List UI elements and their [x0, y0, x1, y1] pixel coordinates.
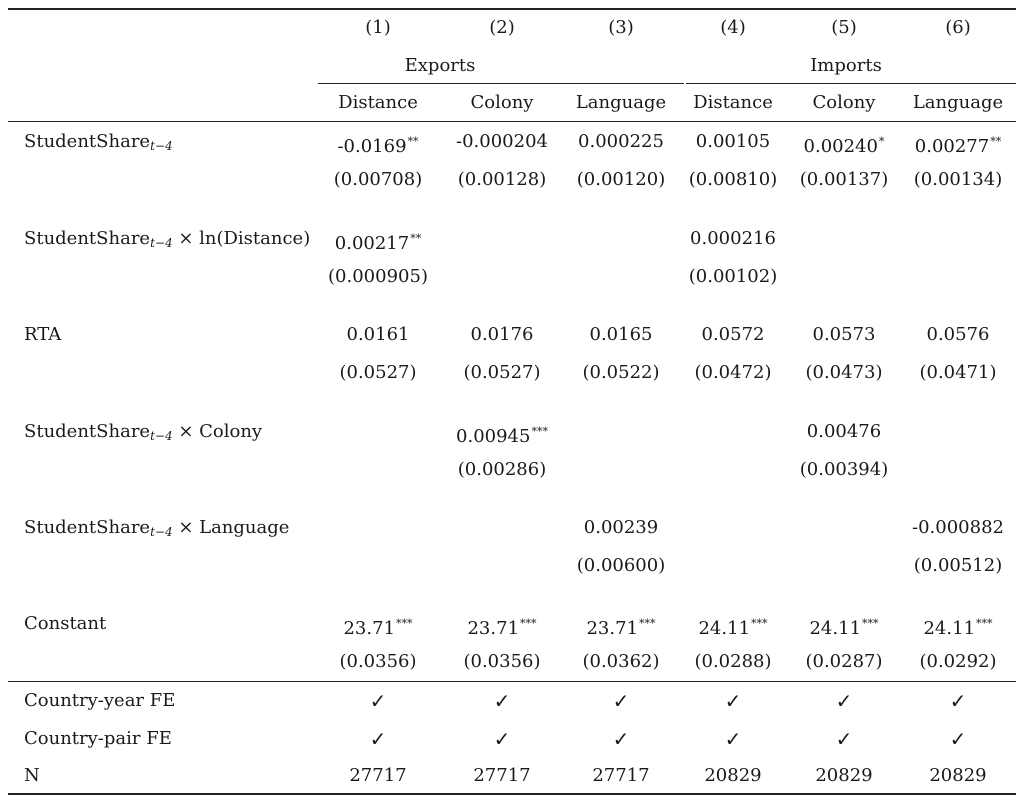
coefficient-cell: [318, 131, 438, 158]
significance-stars: ***: [976, 617, 993, 630]
footer-label: Country-year FE: [24, 690, 176, 711]
footer-label: Country-pair FE: [24, 728, 172, 749]
checkmark-icon: ✓: [612, 727, 630, 751]
significance-stars: **: [990, 135, 1002, 148]
coefficient-cell: [561, 324, 681, 346]
coefficient-cell: [561, 131, 681, 153]
row-label-suffix: × ln(Distance): [172, 228, 311, 249]
significance-stars: ***: [639, 617, 656, 630]
standard-error-cell: (0.00134): [913, 169, 1003, 190]
column-number: (5): [831, 17, 857, 38]
row-label: [24, 228, 310, 254]
coefficient-value: 0.00217: [334, 233, 410, 254]
significance-stars: ***: [520, 617, 537, 630]
significance-stars: ***: [751, 617, 768, 630]
coefficient-cell: [673, 228, 793, 250]
coefficient-value: 0.0176: [470, 324, 534, 345]
coefficient-value: 0.00240: [803, 136, 878, 157]
coefficient-value: 23.71: [343, 618, 396, 639]
coefficient-cell: [318, 613, 438, 640]
column-number: (6): [945, 17, 971, 38]
column-name: Colony: [812, 92, 876, 113]
coefficient-cell: [784, 131, 904, 158]
coefficient-value: 23.71: [586, 618, 639, 639]
coefficient-value: 0.00476: [806, 421, 882, 442]
group-header-exports: Exports: [404, 55, 476, 76]
coefficient-cell: [318, 228, 438, 255]
coefficient-cell: [673, 131, 793, 153]
significance-stars: **: [410, 232, 422, 245]
coefficient-value: 0.0165: [589, 324, 653, 345]
coefficient-value: 0.00105: [695, 131, 771, 152]
standard-error-cell: (0.000905): [328, 266, 428, 287]
checkmark-icon: ✓: [835, 727, 853, 751]
coefficient-cell: [898, 324, 1018, 346]
standard-error-cell: (0.0356): [339, 651, 417, 672]
standard-error-cell: (0.0522): [582, 362, 660, 383]
coefficient-cell: [673, 613, 793, 640]
standard-error-cell: (0.0362): [582, 651, 660, 672]
standard-error-cell: (0.00708): [333, 169, 423, 190]
coefficient-cell: [898, 131, 1018, 158]
row-label: [24, 517, 289, 543]
standard-error-cell: (0.00137): [799, 169, 889, 190]
column-number: (3): [608, 17, 634, 38]
coefficient-value: 0.00277: [914, 136, 990, 157]
top-rule: [8, 8, 1016, 10]
standard-error-cell: (0.0292): [919, 651, 997, 672]
row-label-main: StudentShare: [24, 131, 151, 152]
standard-error-cell: (0.00128): [457, 169, 547, 190]
column-number: (2): [489, 17, 515, 38]
coefficient-value: 0.0576: [926, 324, 990, 345]
standard-error-cell: (0.0288): [694, 651, 772, 672]
row-label-main: StudentShare: [24, 421, 151, 442]
coefficient-cell: [898, 613, 1018, 640]
row-label: [24, 131, 173, 157]
coefficient-cell: [784, 421, 904, 443]
coefficient-cell: [673, 324, 793, 346]
standard-error-cell: (0.0527): [339, 362, 417, 383]
checkmark-icon: ✓: [612, 689, 630, 713]
bottom-rule: [8, 793, 1016, 795]
row-label-subscript: t−4: [150, 429, 173, 443]
standard-error-cell: (0.0527): [463, 362, 541, 383]
checkmark-icon: ✓: [493, 689, 511, 713]
coefficient-value: 24.11: [698, 618, 751, 639]
significance-stars: ***: [396, 617, 413, 630]
standard-error-cell: (0.00286): [457, 459, 547, 480]
significance-stars: **: [407, 135, 419, 148]
standard-error-cell: (0.00394): [799, 459, 889, 480]
coefficient-cell: [784, 613, 904, 640]
coefficient-value: -0.0169: [337, 136, 407, 157]
significance-stars: ***: [531, 425, 548, 438]
standard-error-cell: (0.0472): [694, 362, 772, 383]
column-name: Distance: [338, 92, 418, 113]
exports-cmidrule: [318, 83, 684, 84]
row-label-subscript: t−4: [150, 525, 173, 539]
checkmark-icon: ✓: [724, 689, 742, 713]
checkmark-icon: ✓: [493, 727, 511, 751]
standard-error-cell: (0.0471): [919, 362, 997, 383]
coefficient-value: 0.0161: [346, 324, 410, 345]
row-label: [24, 324, 61, 346]
group-header-imports: Imports: [810, 55, 882, 76]
standard-error-cell: (0.00102): [688, 266, 778, 287]
standard-error-cell: (0.00810): [688, 169, 778, 190]
row-label-suffix: × Language: [172, 517, 290, 538]
coefficient-cell: [561, 517, 681, 539]
observation-count: 20829: [815, 765, 873, 786]
row-label: [24, 421, 262, 447]
observation-count: 27717: [592, 765, 650, 786]
row-label: [24, 613, 106, 635]
standard-error-cell: (0.00120): [576, 169, 666, 190]
checkmark-icon: ✓: [949, 689, 967, 713]
coefficient-value: 0.00239: [583, 517, 659, 538]
coefficient-cell: [318, 324, 438, 346]
header-rule: [8, 121, 1016, 122]
coefficient-value: 0.000216: [690, 228, 776, 249]
checkmark-icon: ✓: [369, 727, 387, 751]
coefficient-cell: [442, 324, 562, 346]
coefficient-cell: [561, 613, 681, 640]
checkmark-icon: ✓: [949, 727, 967, 751]
standard-error-cell: (0.0473): [805, 362, 883, 383]
checkmark-icon: ✓: [835, 689, 853, 713]
coefficient-cell: [442, 613, 562, 640]
significance-stars: ***: [862, 617, 879, 630]
coefficient-value: -0.000882: [912, 517, 1004, 538]
footer-label: N: [24, 765, 40, 786]
standard-error-cell: (0.0356): [463, 651, 541, 672]
coefficient-value: -0.000204: [456, 131, 548, 152]
row-label-main: StudentShare: [24, 228, 151, 249]
coefficient-cell: [784, 324, 904, 346]
observation-count: 20829: [929, 765, 987, 786]
standard-error-cell: (0.0287): [805, 651, 883, 672]
column-name: Language: [912, 92, 1004, 113]
coefficient-value: 24.11: [809, 618, 862, 639]
coefficient-value: 23.71: [467, 618, 520, 639]
significance-stars: *: [878, 135, 885, 148]
row-label-subscript: t−4: [150, 236, 173, 250]
observation-count: 27717: [473, 765, 531, 786]
observation-count: 27717: [349, 765, 407, 786]
column-name: Language: [575, 92, 667, 113]
row-label-subscript: t−4: [150, 139, 173, 153]
column-number: (4): [720, 17, 746, 38]
observation-count: 20829: [704, 765, 762, 786]
footer-rule: [8, 681, 1016, 682]
row-label-main: Constant: [24, 613, 107, 634]
column-number: (1): [365, 17, 391, 38]
imports-cmidrule: [686, 83, 1016, 84]
standard-error-cell: (0.00512): [913, 555, 1003, 576]
coefficient-cell: [898, 517, 1018, 539]
row-label-suffix: × Colony: [172, 421, 263, 442]
checkmark-icon: ✓: [724, 727, 742, 751]
checkmark-icon: ✓: [369, 689, 387, 713]
row-label-main: StudentShare: [24, 517, 151, 538]
coefficient-value: 0.0573: [812, 324, 876, 345]
coefficient-cell: [442, 131, 562, 153]
standard-error-cell: (0.00600): [576, 555, 666, 576]
column-name: Distance: [693, 92, 773, 113]
column-name: Colony: [470, 92, 534, 113]
row-label-main: RTA: [24, 324, 62, 345]
coefficient-value: 0.0572: [701, 324, 765, 345]
coefficient-cell: [442, 421, 562, 448]
coefficient-value: 0.00945: [456, 426, 531, 447]
coefficient-value: 24.11: [923, 618, 976, 639]
coefficient-value: 0.000225: [578, 131, 664, 152]
